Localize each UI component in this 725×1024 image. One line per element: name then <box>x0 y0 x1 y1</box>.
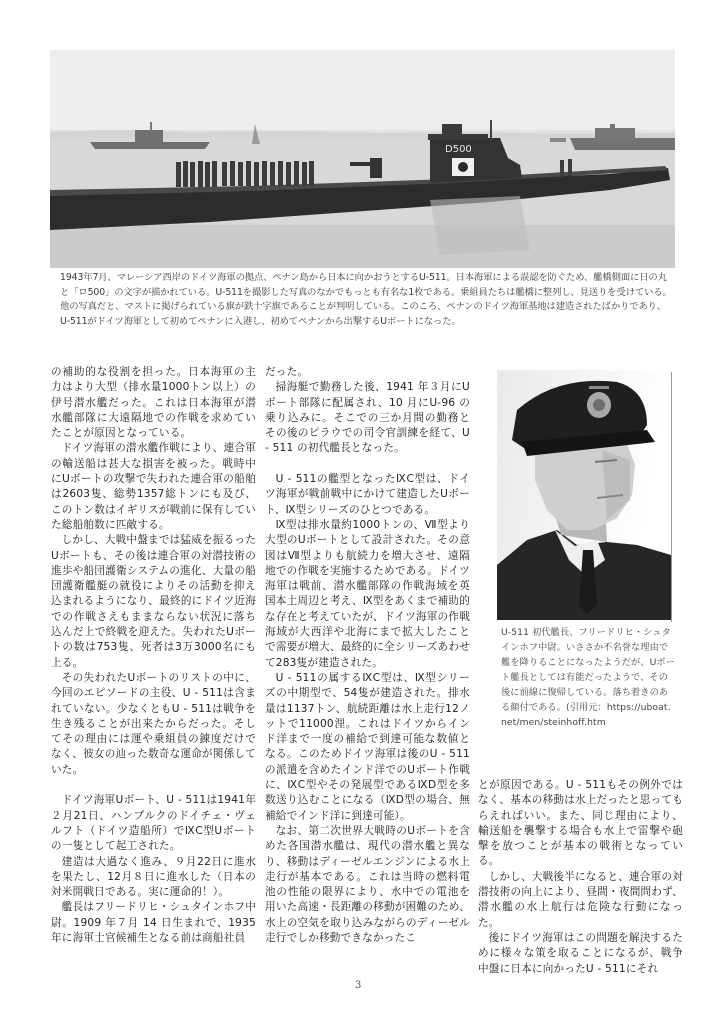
portrait-caption: U-511 初代艦長、フリードリヒ・シュタインホフ中尉。いささか不名誉な理由で艦を降りることになったようだが、Uボート艦長としては有能だったようで、その後に前線に復帰している。落ち着きのある顔付である。(引用元：https://uboat.net/men/steinhoff.htm <box>501 627 675 728</box>
article-column-3 <box>478 778 683 977</box>
paragraph: ドイツ海軍Uボート、U - 511は1941年２月21日、ハンブルクのドイチェ・ヴェルフト（ドイツ造船所）でⅨC型Uボートの一隻として起工された。 <box>51 794 256 853</box>
submarine-photo-caption: 1943年7月、マレーシア西岸のドイツ海軍の拠点、ペナン島から日本に向かおうとするU-511。日本海軍による誤認を防ぐため、艦橋側面に日の丸と「ロ500」の文字が描かれている。U-511を撮影した写真のなかでもっとも有名な1枚である。乗組員たちは艦橋に整列し、見送りを受けている。他の写真だと、マストに掲げられている旗が鉄十字旗であることが判明している。このころ、ペナンのドイツ海軍基地は建造されたばかりであり、U-511がドイツ海軍として初めてペナンに入港し、初めてペナンから出撃するUボートになった。 <box>60 272 672 327</box>
paragraph: U - 511の属するⅨC型は、Ⅸ型シリーズの中期型で、54隻が建造された。排水量は1137トン、航続距離は水上走行12ノットで11000浬。これはドイツからインド洋まで一度の補給で到達可能な数値となる。このためドイツ海軍は後のU - 511の派遣を含めたインド洋でのUボート作戦に、ⅨC型やその発展型であるⅨD型を多数送り込むことになる（ⅨD型の場合、無補給でインド洋に到達可能）。 <box>265 671 470 822</box>
portrait-divider <box>671 372 672 622</box>
paragraph: 掃海艇で勤務した後、1941 年３月にUボート部隊に配属され、10 月にU-96 の乗り込みに。そこでの三か月間の勤務とその後のピラウでの司令官訓練を経て、U - 511 の初代艦長となった。 <box>265 381 470 455</box>
paragraph: とが原因である。U - 511もその例外ではなく、基本の移動は水上だったと思ってもらえればいい。また、同じ理由により、輸送船を襲撃する場合も水上で雷撃や砲撃を放つことが基本の戦術となっている。 <box>478 779 683 868</box>
steinhoff-portrait-photo <box>497 370 671 620</box>
paragraph: しかし、大戦中盤までは猛威を振るったUボートも、その後は連合軍の対潜技術の進歩や船団護衛システムの進化、大量の船団護衛艦艇の就役によりその活動を抑え込まれるようになり、最終的にドイツ近海での作戦さえもままならない状況に落ち込んだ上で終戦を迎えた。失われたUボートの数は753隻、死者は3万3000名にも上る。 <box>51 534 256 669</box>
paragraph: 建造は大過なく進み、９月22日に進水を果たし、12月８日に進水した（日本の対米開戦日である。実に運命的！）。 <box>51 855 256 899</box>
article-column-1 <box>51 365 256 946</box>
paragraph: U - 511の艦型となったⅨC型は、ドイツ海軍が戦前戦中にかけて建造したUボート、Ⅸ型シリーズのひとつである。 <box>265 473 470 516</box>
portrait-illustration <box>497 370 671 620</box>
paragraph: その失われたUボートのリストの中に、今回のエピソードの主役、U - 511は含まれていない。少なくともU - 511は戦争を生き残ることが出来たからだった。そしてその理由には運や乗組員の錬度だけでなく、彼女の辿った数奇な運命が関係していた。 <box>51 671 256 776</box>
paragraph: の補助的な役割を担った。日本海軍の主力はより大型（排水量1000トン以上）の伊号潜水艦だった。これは日本海軍が潜水艦部隊に大遠隔地での作戦を求めていたことが原因となっている。 <box>51 366 256 440</box>
paragraph: なお、第二次世界大戦時のUボートを含めた各国潜水艦は、現代の潜水艦と異なり、移動はディーゼルエンジンによる水上走行が基本である。これは当時の燃料電池の性能の限界により、水中での電池を用いた高速・長距離の移動が困難のため、水上の空気を取り込みながらのディーゼル走行でしか移動できなかったこ <box>265 824 470 944</box>
article-column-2 <box>265 365 470 946</box>
svg-text:D500: D500 <box>445 144 472 155</box>
paragraph: 後にドイツ海軍はこの問題を解決するために様々な策を取ることになるが、戦争中盤に日本に向かったU - 511にそれ <box>478 931 683 975</box>
submarine-photo <box>50 50 675 268</box>
paragraph: しかし、大戦後半になると、連合軍の対潜技術の向上により、昼間・夜間問わず、潜水艦の水上航行は危険な行動になった。 <box>478 870 683 929</box>
page-number: 3 <box>355 980 362 991</box>
paragraph: Ⅸ型は排水量約1000トンの、Ⅶ型より大型のUボートとして設計された。その意図はⅦ型よりも航続力を増大させ、遠隔地での作戦を実施するためである。ドイツ海軍は戦前、潜水艦部隊の作戦海域を英国本土周辺と考え、Ⅸ型をあくまで補助的な存在と考えていたが、ドイツ海軍の作戦海域が大西洋や北海にまで拡大したことで需要が増大、最終的に全シリーズあわせて283隻が建造された。 <box>265 518 470 669</box>
paragraph: ドイツ海軍の潜水艦作戦により、連合軍の輸送船は甚大な損害を被った。戦時中にUボートの攻撃で失われた連合軍の船舶は2603隻、総勢1357総トンにも及び、このトン数はイギリスが戦前に保有していた総船舶数に匹敵する。 <box>51 442 256 531</box>
paragraph: 艦長はフリードリヒ・シュタインホフ中尉。1909 年７月 14 日生まれで、1935年に海軍士官候補生となる前は商船社員 <box>51 901 256 944</box>
paragraph: だった。 <box>265 366 309 378</box>
submarine-photo-illustration <box>50 50 675 268</box>
